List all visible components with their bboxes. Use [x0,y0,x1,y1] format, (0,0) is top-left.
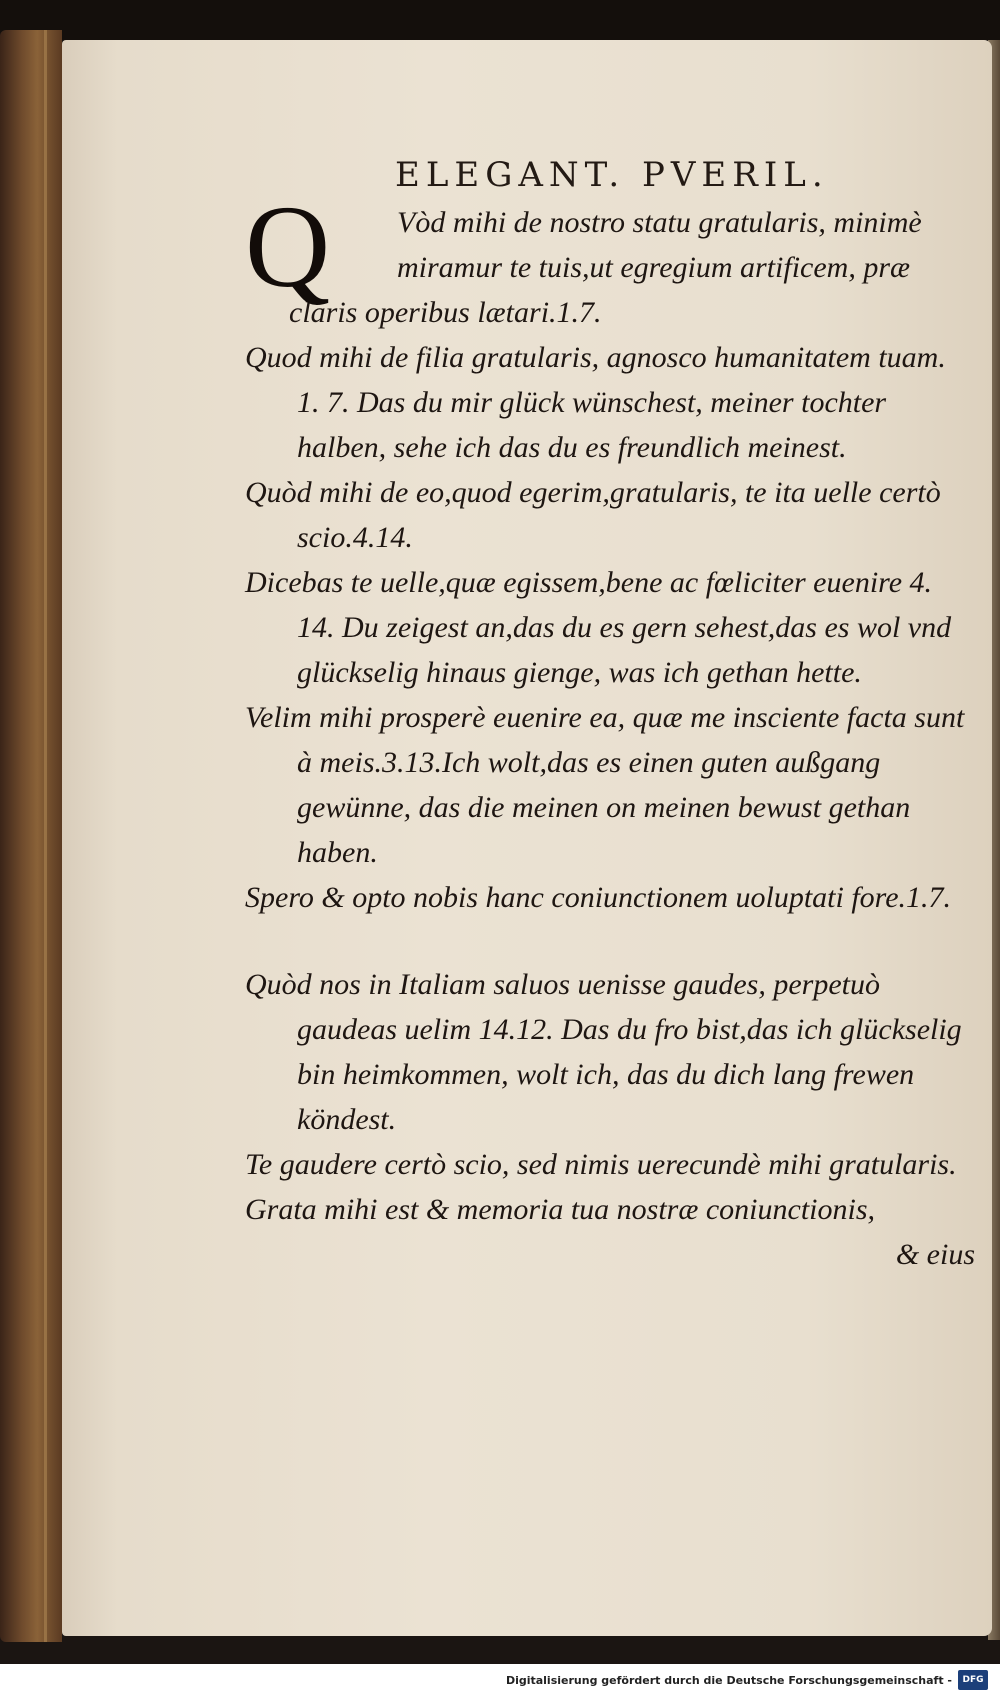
page-text [245,181,975,1277]
dfg-logo-icon[interactable]: DFG [958,1670,988,1690]
entry-5: Velim mihi prosperè euenire ea, quæ me insciente facta sunt à meis.3.13.Ich wolt,das es einen guten außgang gewünne, das die meinen on meinen bewust gethan haben. [245,701,965,869]
entry-1-line-3: claris operibus lætari.1.7. [289,296,602,329]
entry-9: Grata mihi est & memoria tua nostræ coniunctionis, [245,1193,875,1226]
entry-3: Quòd mihi de eo,quod egerim,gratularis, te ita uelle certò scio.4.14. [245,476,941,554]
entry-7: Quòd nos in Italiam saluos uenisse gaudes, perpetuò gaudeas uelim 14.12. Das du fro bist,das ich glückselig bin heimkommen, wolt ich, das du dich lang frewen köndest. [245,968,962,1136]
book-binding-edge [0,30,62,1642]
entry-1 [245,181,975,335]
scan-background-top [0,0,1000,45]
footer-credit: Digitalisierung gefördert durch die Deutsche Forschungsgemeinschaft - [505,1674,952,1687]
entry-6: Spero & opto nobis hanc coniunctionem uoluptati fore.1.7. [245,881,952,914]
running-head: ELEGANT. PVERIL. [395,155,829,195]
entry-8: Te gaudere certò scio, sed nimis uerecundè mihi gratularis. [245,1148,957,1181]
entry-2: Quod mihi de filia gratularis, agnosco humanitatem tuam. 1. 7. Das du mir glück wünschest, meiner tochter halben, sehe ich das du es freundlich meinest. [245,341,946,464]
catchword: & eius [895,1238,975,1271]
entry-1-line-2: miramur te tuis,ut egregium artificem, præ [397,251,911,284]
entry-4: Dicebas te uelle,quæ egissem,bene ac fœliciter euenire 4. 14. Du zeigest an,das du es gern sehest,das es wol vnd glückselig hinaus gienge, was ich gethan hette. [245,566,952,689]
entry-1-line-1: Vòd mihi de nostro statu gratularis, minimè [397,206,922,239]
drop-capital: Q [245,181,331,312]
section-gap [245,920,975,962]
